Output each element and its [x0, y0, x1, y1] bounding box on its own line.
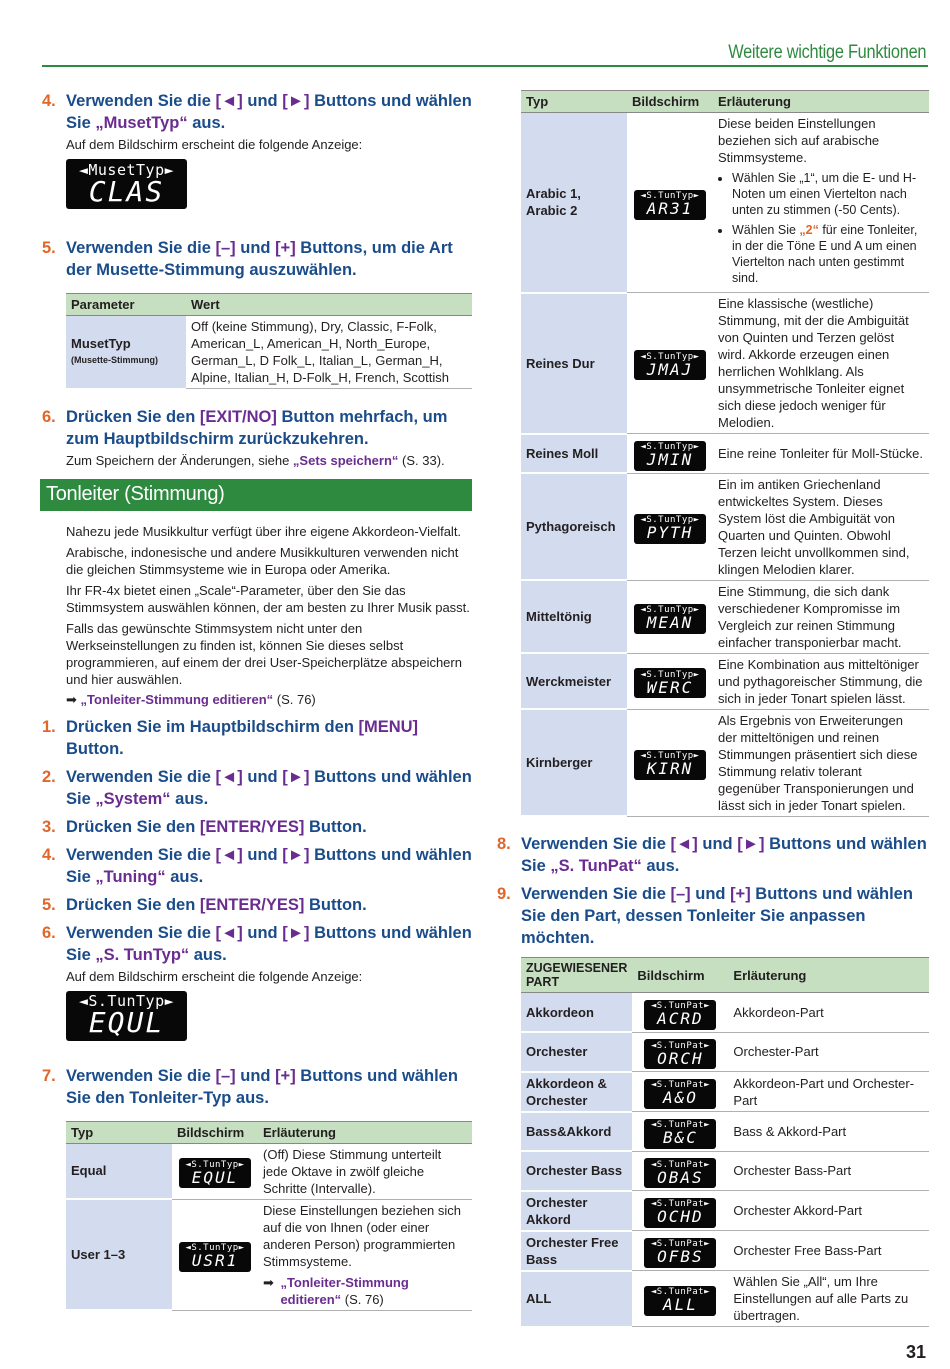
table-row — [66, 1199, 472, 1310]
part-table — [521, 957, 929, 1328]
bullet-item — [732, 222, 924, 286]
typ-cell: Kirnberger — [521, 709, 627, 816]
desc-cell: Eine Stimmung, die sich dank verschiedener Kompromisse im Vergleich zur reinen Stimmung einfacher transponierbar macht. — [713, 580, 929, 653]
lcd-bottom-line: KIRN — [646, 759, 694, 779]
lcd-top-line: ◄S.TunTyp► — [640, 669, 700, 680]
section-title: Tonleiter (Stimmung) — [40, 479, 472, 511]
lcd-display — [644, 1198, 716, 1228]
lcd-display — [644, 1079, 716, 1109]
lcd-display — [644, 1238, 716, 1268]
typ-cell: User 1–3 — [66, 1199, 172, 1310]
step-text: Button. — [66, 739, 124, 758]
screen-cell — [632, 1112, 728, 1152]
step-text: Verwenden Sie die — [66, 92, 216, 110]
part-cell: Akkordeon — [521, 993, 632, 1033]
param-subname: (Musette-Stimmung) — [71, 354, 158, 365]
step-text: Verwenden Sie die — [66, 239, 216, 257]
param-cell — [66, 316, 186, 389]
step-number: 6. — [42, 923, 56, 942]
step-text: Verwenden Sie die — [521, 885, 671, 903]
table-row — [521, 653, 929, 709]
step-note — [66, 452, 474, 469]
step-text: Drücken Sie im Hauptbildschirm den — [66, 717, 359, 736]
arrow-icon: ➡ — [263, 1274, 274, 1290]
lcd-top-line: ◄S.TunTyp► — [185, 1159, 245, 1170]
lcd-display — [644, 1039, 716, 1069]
screen-cell — [627, 653, 713, 709]
col-header-erlaeuterung: Erläuterung — [728, 958, 929, 993]
step-text: Verwenden Sie die — [521, 835, 671, 853]
note-text: Zum Speichern der Änderungen, siehe — [66, 452, 293, 468]
lcd-display — [634, 604, 706, 634]
right-column — [497, 90, 929, 1328]
param-name: „S. TunPat“ — [550, 857, 642, 875]
table-row — [521, 293, 929, 434]
step-text: aus. — [165, 867, 204, 886]
lcd-bottom-line: JMIN — [646, 450, 694, 469]
lcd-top-line: ◄S.TunTyp► — [640, 515, 700, 526]
lcd-top-line: ◄S.TunPat► — [650, 1239, 710, 1250]
lcd-display-musettyp — [66, 159, 187, 209]
step-text: Buttons und wählen Sie — [66, 92, 472, 132]
desc-cell: Orchester Free Bass-Part — [728, 1231, 929, 1271]
key-minus: [–] — [215, 239, 236, 257]
step-number: 1. — [42, 717, 56, 736]
screen-cell — [632, 1151, 728, 1191]
parameter-table — [66, 293, 472, 390]
lcd-top-line: ◄S.TunTyp► — [185, 1243, 245, 1254]
lcd-display — [634, 350, 706, 380]
desc-cell: Orchester Akkord-Part — [728, 1191, 929, 1231]
lcd-top-line: ◄MusetTyp► — [78, 160, 175, 179]
paragraph: Nahezu jede Musikkultur verfügt über ihre eigene Akkordeon-Vielfalt. — [66, 523, 462, 539]
lcd-top-line: ◄S.TunPat► — [650, 1001, 710, 1011]
ref-page: (S. 76) — [273, 691, 316, 707]
lcd-display — [644, 1158, 716, 1188]
lcd-top-line: ◄S.TunTyp► — [640, 442, 700, 452]
paragraph: Arabische, indonesische und andere Musikkulturen verwenden nicht die gleichen Stimmsysteme wie in Europa oder Amerika. — [66, 544, 459, 577]
col-header-bildschirm: Bildschirm — [172, 1121, 258, 1143]
table-row — [521, 113, 929, 293]
col-header-wert: Wert — [186, 294, 472, 316]
screen-cell — [172, 1199, 258, 1310]
lcd-bottom-line: ACRD — [657, 1009, 704, 1028]
step-6-tuntyp — [42, 922, 474, 966]
desc-text: Diese Einstellungen beziehen sich auf die von Ihnen (oder einer anderen Person) programmierten Stimmsysteme. — [263, 1202, 462, 1269]
desc-cell: Wählen Sie „All“, um Ihre Einstellungen auf alle Parts zu übertragen. — [728, 1271, 929, 1327]
step-7-typ — [42, 1065, 474, 1109]
part-cell: Orchester Bass — [521, 1151, 632, 1191]
typ-cell: Equal — [66, 1143, 172, 1199]
table-row — [521, 1032, 929, 1072]
desc-cell — [713, 113, 929, 293]
key-exit: [EXIT/NO] — [199, 407, 277, 426]
step-text: und — [690, 885, 731, 903]
desc-cell: Als Ergebnis von Erweiterungen der mitteltönigen und reinen Stimmungen präsentiert sich diese Stimmung relativ tolerant gegenüber Transponierungen und lässt sich in jeder Tonart spielen. — [713, 709, 929, 816]
key-left: [◄] — [670, 835, 698, 853]
key-right: [►] — [282, 767, 310, 786]
lcd-display — [179, 1158, 251, 1188]
desc-cell: (Off) Diese Stimmung unterteilt jede Oktave in zwölf gleiche Schritte (Intervalle). — [258, 1143, 472, 1199]
lcd-display — [634, 190, 706, 220]
screen-cell — [172, 1143, 258, 1199]
step-4-musettyp — [42, 90, 474, 134]
desc-cell: Eine klassische (westliche) Stimmung, mit der die Ambiguität von Quinten und Terzen gelöst wird. Akkorde erzeugen einen herrlichen Wohlklang. Als unsymmetrische Tonleiter eignet sich diese jedoch weniger für Melodien. — [713, 293, 929, 434]
step-text: Buttons und wählen Sie den Tonleiter-Typ aus. — [66, 1066, 458, 1107]
lcd-bottom-line: EQUL — [88, 1006, 165, 1039]
step-3-enter — [42, 816, 474, 838]
step-text: Verwenden Sie die — [66, 767, 216, 786]
table-row — [521, 1191, 929, 1231]
col-header-typ: Typ — [521, 91, 627, 113]
step-text: und — [242, 845, 283, 864]
lcd-top-line: ◄S.TunPat► — [650, 1040, 710, 1051]
lcd-top-line: ◄S.TunPat► — [650, 1287, 710, 1298]
param-name: „MusetTyp“ — [95, 114, 188, 132]
step-text: Buttons und wählen Sie — [66, 923, 472, 964]
screen-cell — [627, 113, 713, 293]
desc-cell — [258, 1199, 472, 1310]
step-text: aus. — [641, 857, 680, 875]
step-text: aus. — [170, 789, 209, 808]
lcd-bottom-line: OCHD — [657, 1207, 704, 1227]
lcd-bottom-line: ORCH — [657, 1048, 704, 1068]
desc-cell: Akkordeon-Part und Orchester-Part — [728, 1072, 929, 1112]
lcd-bottom-line: ALL — [662, 1295, 698, 1315]
key-plus: [+] — [275, 1066, 296, 1085]
step-number: 5. — [42, 239, 56, 257]
lcd-bottom-line: CLAS — [88, 174, 165, 208]
page-number: 31 — [905, 1342, 926, 1362]
table-row — [521, 473, 929, 580]
step-text: und — [242, 923, 283, 942]
table-row — [66, 1143, 472, 1199]
lcd-display — [634, 668, 706, 698]
step-5-musette — [42, 237, 474, 281]
lcd-bottom-line: JMAJ — [646, 359, 694, 379]
desc-cell: Eine reine Tonleiter für Moll-Stücke. — [713, 434, 929, 474]
desc-cell: Eine Kombination aus mitteltöniger und pythagoreischer Stimmung, die sich in jeder Tonart spielen lässt. — [713, 653, 929, 709]
screen-cell — [632, 993, 728, 1033]
screen-cell — [632, 1191, 728, 1231]
lcd-top-line: ◄S.TunTyp► — [78, 992, 175, 1010]
key-minus: [–] — [215, 1066, 236, 1085]
step-text: und — [697, 835, 738, 853]
table-row — [521, 434, 929, 474]
lcd-bottom-line: B&C — [662, 1128, 698, 1147]
reference-line — [263, 1274, 467, 1308]
table-row — [521, 1112, 929, 1152]
link-tonleiter-editieren[interactable]: „Tonleiter-Stimmung editieren“ — [80, 691, 274, 707]
param-name: MusetTyp — [71, 335, 131, 351]
reference-line — [66, 692, 474, 708]
col-header-erlaeuterung: Erläuterung — [713, 91, 929, 113]
typ-table-left — [66, 1121, 472, 1312]
step-number: 8. — [497, 835, 511, 853]
lcd-top-line: ◄S.TunTyp► — [640, 751, 700, 762]
step-text: Drücken Sie den — [66, 895, 200, 914]
key-left: [◄] — [215, 767, 243, 786]
bullet-list — [732, 170, 924, 286]
link-tonleiter-editieren[interactable]: „Tonleiter-Stimmung editieren“ — [280, 1274, 409, 1307]
screen-cell — [627, 709, 713, 816]
screen-cell — [627, 473, 713, 580]
typ-cell: Arabic 1, Arabic 2 — [521, 113, 627, 293]
lcd-bottom-line: OFBS — [657, 1247, 704, 1267]
lcd-display — [644, 1286, 716, 1316]
step-text: Verwenden Sie die — [66, 1066, 216, 1085]
lcd-top-line: ◄S.TunTyp► — [640, 605, 700, 616]
typ-cell: Reines Dur — [521, 293, 627, 434]
key-right: [►] — [282, 92, 310, 110]
step-text: Buttons, um die Art der Musette-Stimmung auszuwählen. — [66, 239, 453, 279]
desc-cell: Ein im antiken Griechenland entwickeltes System. Dieses System löst die Ambiguität von Quarten und Quinten. Obwohl Terzen leicht unvollkommen sind, klingen Melodien klarer. — [713, 473, 929, 580]
arrow-icon: ➡ — [66, 691, 77, 707]
lcd-display — [634, 441, 706, 471]
lcd-display-tuntyp — [66, 991, 187, 1041]
ref-page: (S. 76) — [341, 1291, 384, 1307]
step-text: Button. — [304, 817, 367, 836]
lcd-top-line: ◄S.TunPat► — [650, 1199, 710, 1210]
typ-cell: Reines Moll — [521, 434, 627, 474]
desc-cell: Orchester-Part — [728, 1032, 929, 1072]
link-sets-speichern[interactable]: „Sets speichern“ — [292, 452, 399, 468]
desc-cell: Bass & Akkord-Part — [728, 1112, 929, 1152]
table-row — [521, 709, 929, 816]
lcd-display — [634, 750, 706, 780]
col-header-typ: Typ — [66, 1121, 172, 1143]
paragraph: Falls das gewünschte Stimmsystem nicht unter den Werkseinstellungen zu finden ist, können Sie dieses selbst programmieren, auf einem der drei User-Speicherplätze abspeichern und hier auswählen. — [66, 620, 462, 687]
lcd-bottom-line: MEAN — [646, 613, 694, 633]
lcd-display — [179, 1242, 251, 1272]
key-plus: [+] — [730, 885, 751, 903]
desc-cell: Akkordeon-Part — [728, 993, 929, 1033]
step-text: Buttons und wählen Sie den Part, dessen Tonleiter Sie anpassen möchten. — [521, 885, 913, 947]
step-text: und — [242, 767, 283, 786]
step-8-tunpat — [497, 833, 929, 877]
step-number: 6. — [42, 407, 56, 426]
step-text: Verwenden Sie die — [66, 845, 216, 864]
key-left: [◄] — [215, 845, 243, 864]
typ-cell: Werckmeister — [521, 653, 627, 709]
step-number: 7. — [42, 1066, 56, 1085]
part-cell: Orchester Akkord — [521, 1191, 632, 1231]
part-cell: Orchester — [521, 1032, 632, 1072]
step-1-menu — [42, 716, 474, 760]
step-text: Button mehrfach, um zum Hauptbildschirm zurückzukehren. — [66, 407, 448, 448]
lcd-top-line: ◄S.TunTyp► — [640, 191, 700, 202]
part-cell: Bass&Akkord — [521, 1112, 632, 1152]
key-left: [◄] — [215, 923, 243, 942]
part-cell: Orchester Free Bass — [521, 1231, 632, 1271]
part-cell: ALL — [521, 1271, 632, 1327]
step-6-exit — [42, 406, 474, 450]
step-text: Buttons und wählen Sie — [66, 845, 472, 886]
step-text: aus. — [189, 945, 227, 964]
lcd-top-line: ◄S.TunTyp► — [640, 351, 700, 362]
col-header-bildschirm: Bildschirm — [627, 91, 713, 113]
step-note: Auf dem Bildschirm erscheint die folgende Anzeige: — [66, 137, 363, 152]
key-menu: [MENU] — [358, 717, 419, 736]
table-row — [521, 1151, 929, 1191]
step-text: Buttons und wählen Sie — [66, 767, 472, 808]
step-text: aus. — [187, 114, 226, 132]
lcd-display — [634, 514, 706, 544]
lcd-display — [644, 1119, 716, 1149]
table-row — [521, 1072, 929, 1112]
part-cell: Akkordeon & Orchester — [521, 1072, 632, 1112]
table-row — [521, 1271, 929, 1327]
key-plus: [+] — [275, 239, 296, 257]
step-number: 4. — [42, 845, 56, 864]
step-9-part — [497, 883, 929, 949]
step-number: 5. — [42, 895, 56, 914]
screen-cell — [632, 1072, 728, 1112]
note-text: (S. 33). — [398, 452, 445, 468]
step-number: 3. — [42, 817, 56, 836]
step-number: 4. — [42, 92, 56, 110]
key-right: [►] — [282, 923, 310, 942]
key-enter: [ENTER/YES] — [199, 817, 305, 836]
page-header-title: Weitere wichtige Funktionen — [727, 42, 926, 63]
lcd-bottom-line: PYTH — [646, 523, 694, 543]
desc-text: Diese beiden Einstellungen beziehen sich auf arabische Stimmsysteme. — [718, 116, 880, 165]
step-text: und — [242, 92, 283, 110]
screen-cell — [627, 293, 713, 434]
bullet-key: „2“ — [799, 223, 819, 237]
bullet-item: • Wählen Sie „1“, um die E- und H-Noten um einen Viertelton nach unten zu stimmen (-50 Cents). — [732, 170, 924, 218]
bullet-text: Wählen Sie — [732, 223, 800, 237]
table-row — [521, 993, 929, 1033]
key-minus: [–] — [670, 885, 691, 903]
typ-table-right — [521, 90, 929, 817]
lcd-bottom-line: EQUL — [191, 1167, 239, 1187]
col-header-erlaeuterung: Erläuterung — [258, 1121, 472, 1143]
left-column — [42, 90, 474, 1311]
bullet-text: für eine Tonleiter, in der die Töne E und A um einen Viertelton nach unten gestimmt sind. — [732, 223, 918, 285]
key-right: [►] — [282, 845, 310, 864]
key-left: [◄] — [215, 92, 243, 110]
lcd-top-line: ◄S.TunPat► — [650, 1120, 710, 1130]
param-value: Off (keine Stimmung), Dry, Classic, F-Folk, American_L, American_H, North_Europe, German_L, D Folk_L, Italian_L, German_H, Alpine, Italian_H, D-Folk_H, French, Scottish — [186, 316, 472, 389]
table-row — [521, 580, 929, 653]
screen-cell — [632, 1231, 728, 1271]
col-header-parameter: Parameter — [66, 294, 186, 316]
param-name: „Tuning“ — [95, 867, 166, 886]
step-4-tuning — [42, 844, 474, 888]
step-text: Drücken Sie den — [66, 407, 200, 426]
step-2-system — [42, 766, 474, 810]
lcd-bottom-line: USR1 — [191, 1251, 239, 1271]
lcd-bottom-line: A&O — [662, 1088, 698, 1108]
lcd-top-line: ◄S.TunPat► — [650, 1159, 710, 1170]
lcd-bottom-line: AR31 — [646, 199, 694, 219]
param-name: „System“ — [95, 789, 171, 808]
desc-cell: Orchester Bass-Part — [728, 1151, 929, 1191]
col-header-bildschirm: Bildschirm — [632, 958, 728, 993]
step-text: Drücken Sie den — [66, 817, 200, 836]
param-name: „S. TunTyp“ — [95, 945, 190, 964]
header-rule — [42, 65, 928, 67]
step-number: 2. — [42, 767, 56, 786]
screen-cell — [627, 434, 713, 474]
col-header-part: ZUGEWIESENER PART — [521, 958, 632, 993]
key-enter: [ENTER/YES] — [199, 895, 305, 914]
lcd-bottom-line: WERC — [646, 677, 694, 697]
step-text: Verwenden Sie die — [66, 923, 216, 942]
step-5-enter — [42, 894, 474, 916]
lcd-display — [644, 1000, 716, 1030]
paragraph: Ihr FR-4x bietet einen „Scale“-Parameter, über den Sie das Stimmsystem auswählen können, der am besten zu Ihrer Musik passt. — [66, 582, 470, 615]
step-number: 9. — [497, 885, 511, 903]
step-note: Auf dem Bildschirm erscheint die folgende Anzeige: — [66, 968, 363, 984]
lcd-bottom-line: OBAS — [657, 1167, 704, 1187]
typ-cell: Pythagoreisch — [521, 473, 627, 580]
typ-cell: Mitteltönig — [521, 580, 627, 653]
table-row — [521, 1231, 929, 1271]
screen-cell — [632, 1271, 728, 1327]
step-text: und — [235, 239, 276, 257]
step-text: Buttons und wählen Sie — [521, 835, 927, 875]
step-text: und — [235, 1066, 276, 1085]
lcd-top-line: ◄S.TunPat► — [650, 1080, 710, 1091]
screen-cell — [632, 1032, 728, 1072]
key-right: [►] — [737, 835, 765, 853]
step-text: Button. — [304, 895, 367, 914]
screen-cell — [627, 580, 713, 653]
